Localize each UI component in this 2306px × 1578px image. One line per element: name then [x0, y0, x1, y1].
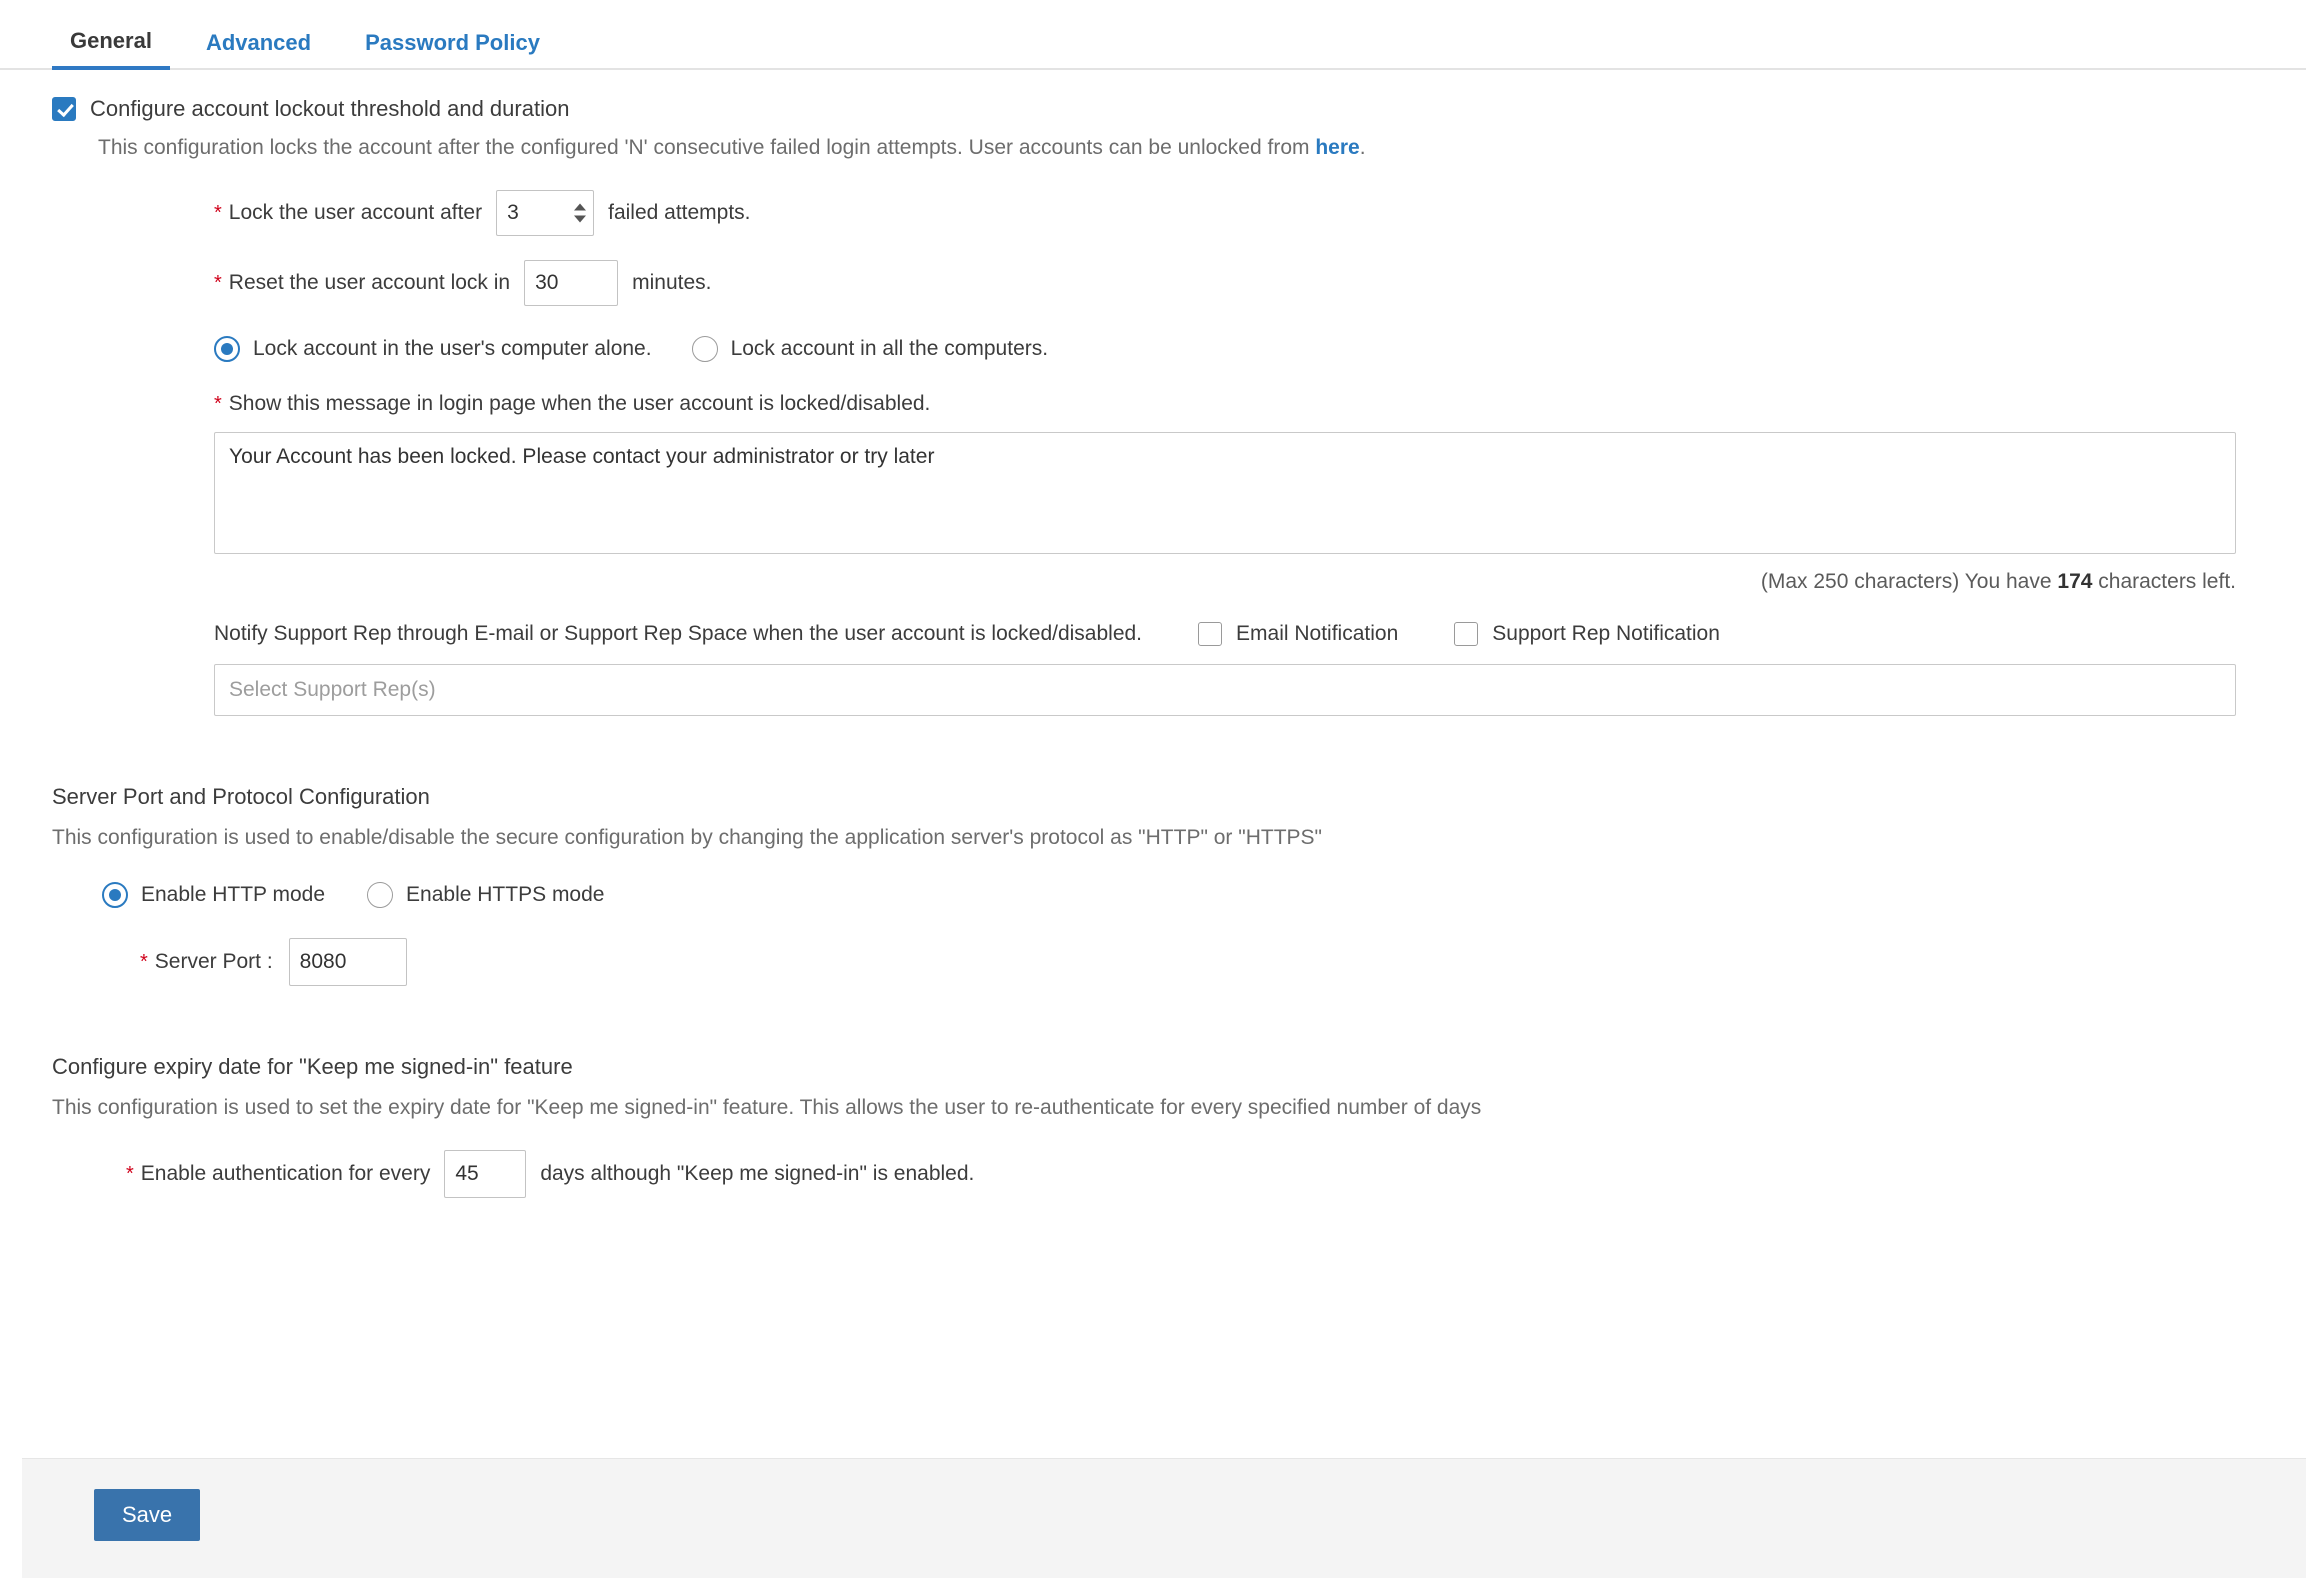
- required-asterisk: *: [126, 1162, 134, 1185]
- required-asterisk: *: [214, 271, 222, 294]
- lock-scope-all-computers-radio[interactable]: [692, 336, 718, 362]
- configure-lockout-row[interactable]: [52, 96, 2254, 122]
- footer-bar: [22, 1458, 2306, 1578]
- lockout-description-period: .: [1359, 136, 1366, 159]
- expiry-section-description: This configuration is used to set the expiry date for "Keep me signed-in" feature. This allows the user to re-authenticate for every specified number of days: [52, 1096, 1482, 1119]
- expiry-days-label-after: days although "Keep me signed-in" is enabled.: [540, 1162, 975, 1185]
- save-button[interactable]: Save: [94, 1489, 200, 1541]
- reset-lock-label-before: Reset the user account lock in: [228, 271, 511, 294]
- select-support-reps-placeholder: Select Support Rep(s): [229, 678, 436, 701]
- lock-scope-own-computer-radio[interactable]: [214, 336, 240, 362]
- tab-bar: [0, 0, 2306, 70]
- expiry-days-row: [126, 1150, 2254, 1198]
- support-rep-notification-label: Support Rep Notification: [1492, 622, 1720, 645]
- tab-general[interactable]: General: [52, 30, 170, 70]
- configure-lockout-label: Configure account lockout threshold and duration: [90, 96, 570, 121]
- failed-attempts-stepper[interactable]: [496, 190, 594, 236]
- required-asterisk: *: [140, 950, 148, 973]
- character-counter: [214, 570, 2236, 594]
- tab-advanced[interactable]: Advanced: [205, 30, 312, 55]
- enable-https-radio[interactable]: [367, 882, 393, 908]
- lock-message-textarea[interactable]: [214, 432, 2236, 554]
- server-port-input[interactable]: [289, 938, 407, 986]
- server-section-description: This configuration is used to enable/disable the secure configuration by changing the application server's protocol as "HTTP" or "HTTPS": [52, 826, 1322, 849]
- counter-suffix: characters left.: [2092, 570, 2236, 593]
- expiry-days-input[interactable]: [444, 1150, 526, 1198]
- lock-scope-own-computer-label: Lock account in the user's computer alone.: [253, 337, 652, 360]
- counter-prefix: (Max 250 characters) You have: [1760, 570, 2058, 593]
- server-port-label: Server Port :: [154, 950, 273, 973]
- email-notification-option[interactable]: [1198, 622, 1398, 646]
- settings-content: [0, 96, 2306, 1198]
- failed-attempts-row: [214, 190, 2254, 236]
- configure-lockout-checkbox[interactable]: [52, 97, 76, 121]
- lock-message-wrap: [214, 432, 2254, 560]
- required-asterisk: *: [214, 392, 222, 415]
- failed-attempts-label-after: failed attempts.: [608, 201, 751, 224]
- server-port-row: [140, 938, 2254, 986]
- notify-label: Notify Support Rep through E-mail or Support Rep Space when the user account is locked/disabled.: [214, 622, 1143, 645]
- failed-attempts-input[interactable]: [496, 190, 594, 236]
- lock-message-label-row: [214, 392, 2254, 416]
- expiry-section-title: Configure expiry date for "Keep me signed-in" feature: [52, 1054, 573, 1079]
- lock-scope-all-computers-label: Lock account in all the computers.: [730, 337, 1049, 360]
- notify-row: [214, 622, 2236, 646]
- protocol-radio-group: [102, 882, 2254, 908]
- expiry-days-label-before: Enable authentication for every: [140, 1162, 431, 1185]
- enable-https-label: Enable HTTPS mode: [406, 883, 605, 906]
- reset-lock-label-after: minutes.: [632, 271, 712, 294]
- select-support-reps-input[interactable]: [214, 664, 2236, 716]
- reset-lock-input[interactable]: [524, 260, 618, 306]
- reset-lock-row: [214, 260, 2254, 306]
- failed-attempts-label-before: Lock the user account after: [228, 201, 483, 224]
- tab-password-policy[interactable]: Password Policy: [365, 30, 540, 55]
- required-asterisk: *: [214, 201, 222, 224]
- lockout-description-text: This configuration locks the account after the configured 'N' consecutive failed login attempts. User accounts can be unlocked from: [98, 136, 1316, 159]
- email-notification-label: Email Notification: [1236, 622, 1399, 645]
- enable-http-label: Enable HTTP mode: [141, 883, 326, 906]
- support-rep-notification-option[interactable]: [1454, 622, 1720, 646]
- server-section-title: Server Port and Protocol Configuration: [52, 784, 430, 809]
- unlock-here-link[interactable]: here: [1315, 136, 1360, 159]
- support-rep-notification-checkbox[interactable]: [1454, 622, 1478, 646]
- enable-http-radio[interactable]: [102, 882, 128, 908]
- email-notification-checkbox[interactable]: [1198, 622, 1222, 646]
- lock-message-label: Show this message in login page when the user account is locked/disabled.: [228, 392, 931, 415]
- counter-value: 174: [2057, 570, 2093, 593]
- lockout-description: [98, 136, 2254, 160]
- lock-scope-group: [214, 336, 2254, 362]
